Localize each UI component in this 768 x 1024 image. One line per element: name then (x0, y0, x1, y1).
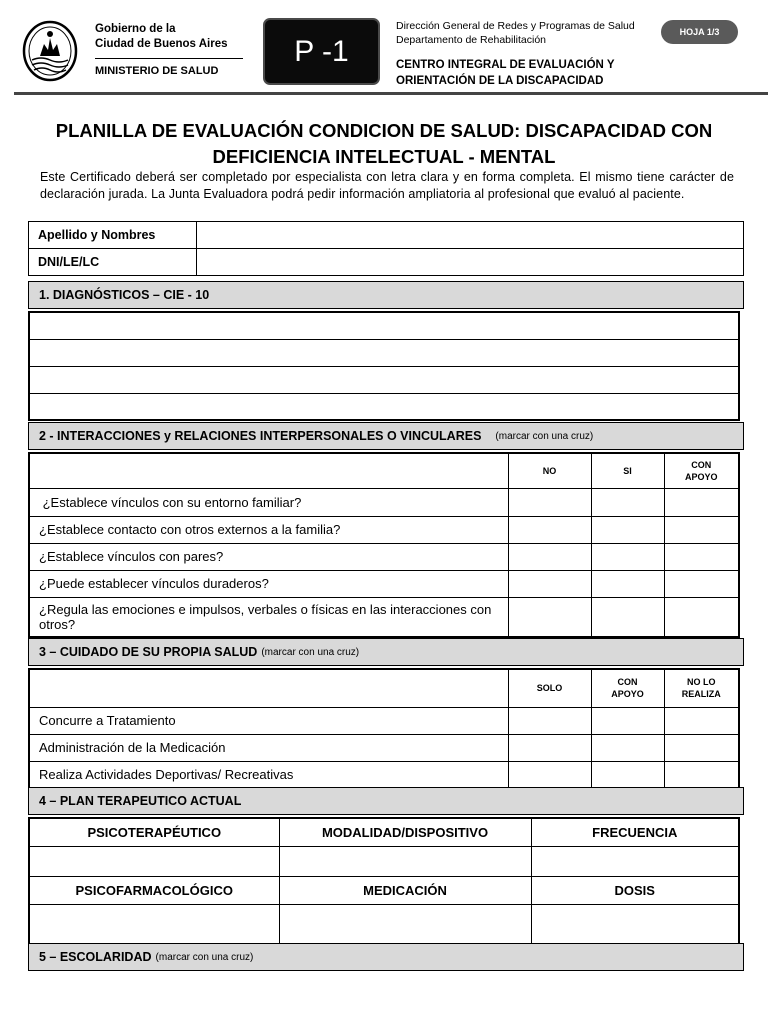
table-row (29, 366, 739, 393)
question-text: ¿Regula las emociones e impulsos, verbales o físicas en las interacciones con otros? (29, 597, 508, 637)
col-con-apoyo-line1: CON (691, 459, 712, 470)
frequency-header: FRECUENCIA (531, 818, 739, 846)
checkbox-no[interactable] (508, 488, 591, 516)
checkbox-no[interactable] (508, 570, 591, 597)
checkbox-no-lo-realiza[interactable] (664, 761, 739, 788)
col-no: NO (508, 453, 591, 488)
checkbox-no[interactable] (508, 597, 591, 637)
health-care-table (28, 668, 740, 789)
checkbox-con-apoyo[interactable] (591, 734, 664, 761)
section1-header (28, 281, 744, 309)
dose-header: DOSIS (531, 876, 739, 904)
checkbox-no[interactable] (508, 516, 591, 543)
government-name-line1: Gobierno de la (95, 23, 176, 35)
psychotherapy-header: PSICOTERAPÉUTICO (29, 818, 279, 846)
col-con-apoyo (664, 453, 739, 488)
section3-header (28, 638, 744, 666)
center-block (396, 57, 615, 89)
medication-header: MEDICACIÓN (279, 876, 531, 904)
table-row (29, 543, 739, 570)
table-row (29, 488, 739, 516)
question-text: ¿Establece vínculos con pares? (29, 543, 508, 570)
center-line2: ORIENTACIÓN DE LA DISCAPACIDAD (396, 75, 604, 87)
ministry-name: MINISTERIO DE SALUD (95, 65, 219, 77)
table-row (29, 570, 739, 597)
document-title-line2: DEFICIENCIA INTELECTUAL - MENTAL (212, 146, 556, 167)
direction-block (396, 19, 635, 47)
intro-paragraph: Este Certificado deberá ser completado por especialista con letra clara y en forma completa. El mismo tiene carácter de declaración jurada. La Junta Evaluadora podrá pedir información ampliatoria al profesional que evaluó al paciente. (40, 170, 734, 201)
checkbox-solo[interactable] (508, 734, 591, 761)
document-title-line1: PLANILLA DE EVALUACIÓN CONDICION DE SALUD: DISCAPACIDAD CON (55, 120, 713, 141)
sheet-badge: HOJA 1/3 (661, 20, 738, 44)
diagnosis-field[interactable] (29, 312, 739, 339)
pharmacology-header: PSICOFARMACOLÓGICO (29, 876, 279, 904)
checkbox-si[interactable] (591, 488, 664, 516)
checkbox-con-apoyo[interactable] (591, 761, 664, 788)
section4-header (28, 787, 744, 815)
table-row (29, 734, 739, 761)
diagnosis-field[interactable] (29, 393, 739, 420)
city-coat-of-arms-icon (22, 20, 78, 82)
checkbox-si[interactable] (591, 597, 664, 637)
col-no-lo-realiza (664, 669, 739, 707)
government-name (95, 22, 228, 52)
col-con-apoyo-line2: APOYO (684, 471, 718, 482)
direction-line2: Departamento de Rehabilitación (396, 34, 547, 46)
document-title (14, 118, 754, 170)
checkbox-con-apoyo[interactable] (664, 488, 739, 516)
table-row (29, 312, 739, 339)
table-row (29, 393, 739, 420)
question-header-cell (29, 453, 508, 488)
name-field[interactable] (197, 222, 744, 249)
checkbox-con-apoyo[interactable] (664, 597, 739, 637)
table-row (29, 339, 739, 366)
government-name-line2: Ciudad de Buenos Aires (95, 38, 228, 50)
checkbox-si[interactable] (591, 570, 664, 597)
identity-table (28, 221, 744, 276)
question-text: Concurre a Tratamiento (29, 707, 508, 734)
interactions-table (28, 452, 740, 638)
checkbox-con-apoyo[interactable] (664, 543, 739, 570)
table-row (29, 876, 739, 904)
table-row (29, 761, 739, 788)
checkbox-solo[interactable] (508, 761, 591, 788)
question-text: Realiza Actividades Deportivas/ Recreativas (29, 761, 508, 788)
question-header-cell (29, 669, 508, 707)
table-row (29, 222, 744, 249)
checkbox-solo[interactable] (508, 707, 591, 734)
table-row (29, 818, 739, 846)
therapy-plan-table (28, 817, 740, 947)
checkbox-no-lo-realiza[interactable] (664, 734, 739, 761)
diagnosis-table (28, 311, 740, 421)
table-row (29, 453, 739, 488)
table-row (29, 597, 739, 637)
col-no-lo-realiza-line1: NO LO (687, 677, 716, 688)
checkbox-no-lo-realiza[interactable] (664, 707, 739, 734)
section5-title: 5 – ESCOLARIDAD (39, 950, 152, 964)
table-row (29, 707, 739, 734)
psychotherapy-field[interactable] (29, 846, 279, 876)
col-con-apoyo (591, 669, 664, 707)
checkbox-con-apoyo[interactable] (591, 707, 664, 734)
question-text: Administración de la Medicación (29, 734, 508, 761)
checkbox-no[interactable] (508, 543, 591, 570)
modality-field[interactable] (279, 846, 531, 876)
frequency-field[interactable] (531, 846, 739, 876)
checkbox-si[interactable] (591, 516, 664, 543)
col-no-lo-realiza-line2: REALIZA (681, 689, 721, 700)
section4-title: 4 – PLAN TERAPEUTICO ACTUAL (39, 794, 242, 808)
checkbox-con-apoyo[interactable] (664, 570, 739, 597)
pharmacology-field[interactable] (29, 904, 279, 946)
table-row (29, 669, 739, 707)
col-solo: SOLO (508, 669, 591, 707)
section2-title: 2 - INTERACCIONES y RELACIONES INTERPERSONALES O VINCULARES (39, 429, 482, 443)
section3-title: 3 – CUIDADO DE SU PROPIA SALUD (39, 645, 258, 659)
section2-header (28, 422, 744, 450)
header-divider (95, 58, 243, 59)
table-row (29, 904, 739, 946)
dni-label: DNI/LE/LC (29, 249, 197, 276)
table-row (29, 249, 744, 276)
table-row (29, 846, 739, 876)
col-si: SI (591, 453, 664, 488)
section1-title: 1. DIAGNÓSTICOS – CIE - 10 (39, 288, 210, 302)
question-text: ¿Puede establecer vínculos duraderos? (29, 570, 508, 597)
checkbox-con-apoyo[interactable] (664, 516, 739, 543)
center-line1: CENTRO INTEGRAL DE EVALUACIÓN Y (396, 59, 615, 71)
section3-note: (marcar con una cruz) (261, 646, 360, 658)
header-bottom-rule (14, 92, 768, 95)
diagnosis-field[interactable] (29, 339, 739, 366)
medication-field[interactable] (279, 904, 531, 946)
dni-field[interactable] (197, 249, 744, 276)
form-code-badge: P -1 (263, 18, 380, 85)
modality-header: MODALIDAD/DISPOSITIVO (279, 818, 531, 846)
question-text: ¿Establece vínculos con su entorno familiar? (29, 488, 508, 516)
checkbox-si[interactable] (591, 543, 664, 570)
name-label: Apellido y Nombres (29, 222, 197, 249)
section5-header (28, 943, 744, 971)
section2-note: (marcar con una cruz) (495, 430, 594, 442)
section5-note: (marcar con una cruz) (155, 951, 254, 963)
direction-line1: Dirección General de Redes y Programas de Salud (396, 20, 635, 32)
col-con-apoyo-line1: CON (617, 677, 638, 688)
diagnosis-field[interactable] (29, 366, 739, 393)
table-row (29, 516, 739, 543)
question-text: ¿Establece contacto con otros externos a la familia? (29, 516, 508, 543)
col-con-apoyo-line2: APOYO (611, 689, 644, 700)
dose-field[interactable] (531, 904, 739, 946)
